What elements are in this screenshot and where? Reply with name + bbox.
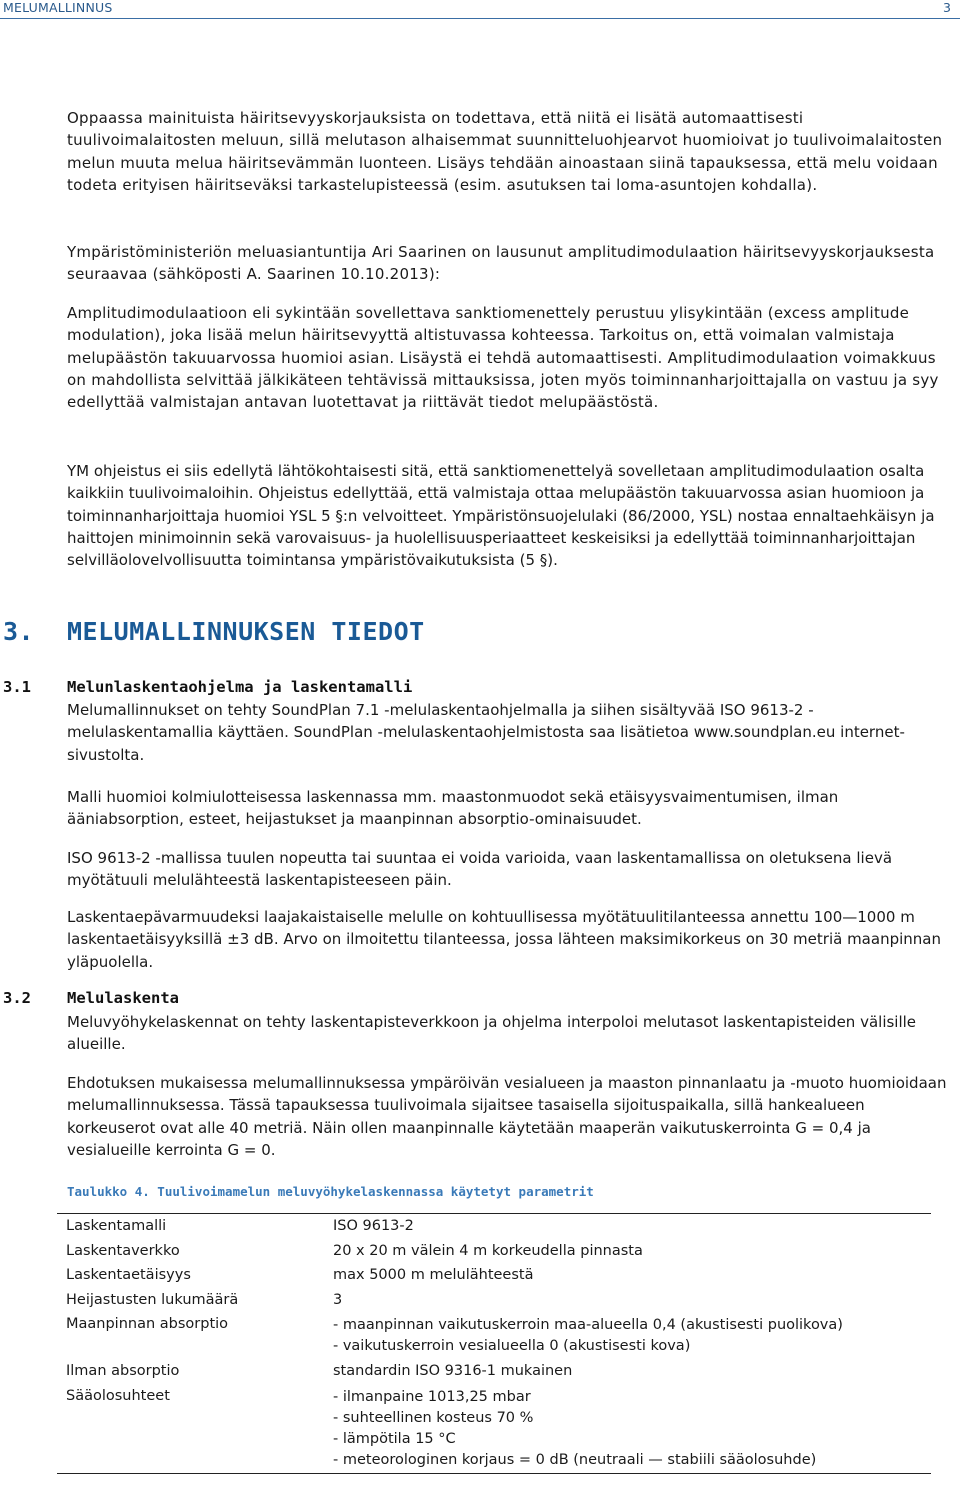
parameter-value-line: standardin ISO 9316-1 mukainen [333, 1363, 573, 1379]
section-title: Melunlaskentaohjelma ja laskentamalli [67, 678, 413, 696]
parameter-name: Heijastusten lukumäärä [66, 1291, 239, 1308]
parameter-value [324, 1239, 931, 1264]
section-number: 3.1 [3, 678, 31, 696]
parameter-name: Laskentaverkko [66, 1242, 180, 1259]
parameter-value-line: - meteorologinen korjaus = 0 dB (neutraali — stabiili sääolosuhde) [333, 1451, 817, 1468]
paragraph-7: ISO 9613-2 -mallissa tuulen nopeutta tai suuntaa ei voida varioida, vaan laskentamallissa on oletuksena lievä myötätuuli melulähteestä laskentapisteeseen päin. [67, 849, 893, 890]
parameter-value [324, 1263, 931, 1288]
paragraph-10: Ehdotuksen mukaisessa melumallinnuksessa ympäröivän vesialueen ja maaston pinnanlaatu ja -muoto huomioidaan melumallinnuksessa. Tässä tapauksessa tuulivoimala sijaitsee tasaisella sijoituspaikalla, sillä hankealueen korkeuserot ovat alle 40 metriä. Näin ollen maanpinnalle käytetään maaperän vaikutuskerrointa G = 0,4 ja vesialueille kerrointa G = 0. [67, 1074, 947, 1159]
section-3-1-heading [3, 678, 412, 696]
section-3-2-heading [3, 989, 179, 1007]
paragraph-8: Laskentaepävarmuudeksi laajakaistaiselle melulle on kohtuullisessa myötätuulitilanteessa annettu 100—1000 m laskentaetäisyyksillä ±3 dB. Arvo on ilmoitettu tilanteessa, jossa lähteen maksimikorkeus on 30 metriä maanpinnan yläpuolella. [67, 908, 941, 971]
parameter-value [324, 1384, 931, 1474]
paragraph-2: Ympäristöministeriön meluasiantuntija Ari Saarinen on lausunut amplitudimodulaation häiritsevyyskorjauksesta seuraavaa (sähköposti A. Saarinen 10.10.2013): [67, 243, 935, 284]
parameter-value [324, 1359, 931, 1384]
table-row [57, 1288, 931, 1313]
section-title: MELUMALLINNUKSEN TIEDOT [67, 617, 425, 646]
parameter-name: Sääolosuhteet [57, 1384, 324, 1474]
parameter-value-line: ISO 9613-2 [333, 1218, 414, 1234]
parameter-value [324, 1312, 931, 1359]
header-title: MELUMALLINNUS [3, 0, 113, 15]
section-3-heading [3, 617, 425, 646]
table-row [57, 1312, 931, 1359]
parameter-value-line: - suhteellinen kosteus 70 % [333, 1409, 534, 1426]
parameter-value-line: 3 [333, 1291, 343, 1308]
table-caption: Taulukko 4. Tuulivoimamelun meluvyöhykelaskennassa käytetyt parametrit [67, 1184, 594, 1199]
table-row [57, 1263, 931, 1288]
parameter-name: Laskentamalli [57, 1214, 324, 1239]
parameter-name: Ilman absorptio [66, 1363, 180, 1379]
parameter-value [324, 1288, 931, 1313]
page-header [0, 0, 960, 19]
paragraph-6: Malli huomioi kolmiulotteisessa laskennassa mm. maastonmuodot sekä etäisyysvaimentumisen, ilman ääniabsorption, esteet, heijastukset ja maanpinnan absorptio-ominaisuudet. [67, 788, 839, 829]
section-title: Melulaskenta [67, 989, 179, 1007]
table-row [57, 1239, 931, 1264]
section-number: 3.2 [3, 989, 31, 1007]
parameter-name: Maanpinnan absorptio [66, 1316, 229, 1332]
paragraph-5: Melumallinnukset on tehty SoundPlan 7.1 -melulaskentaohjelmalla ja siihen sisältyvää ISO 9613-2 -melulaskentamallia käyttäen. SoundPlan -melulaskentaohjelmistosta saa lisätietoa www.soundplan.eu internet-sivustolta. [67, 701, 905, 764]
paragraph-4: YM ohjeistus ei siis edellytä lähtökohtaisesti sitä, että sanktiomenettelyä sovelletaan amplitudimodulaation osalta kaikkiin tuulivoimaloihin. Ohjeistus edellyttää, että valmistaja ottaa melupäästön takuuarvossa asian huomioon ja toiminnanharjoittaja huomioi YSL 5 §:n velvoitteet. Ympäristönsuojelulaki (86/2000, YSL) nostaa ennaltaehkäisyn ja haittojen minimoinnin sekä varovaisuus- ja huolellisuusperiaatteet keskeisiksi ja edellyttää toiminnanharjoittajan selvilläolovelvollisuutta toimintansa ympäristövaikutuksista (5 §). [67, 462, 935, 570]
parameter-value-line: max 5000 m melulähteestä [333, 1267, 534, 1283]
section-number: 3. [3, 617, 35, 646]
paragraph-3: Amplitudimodulaatioon eli sykintään sovellettava sanktiomenettely perustuu ylisykintään (excess amplitude modulation), joka lisää melun häiritsevyyttä altistuvassa kohteessa. Tarkoitus on, että voimalan valmistaja melupäästön takuuarvossa huomioi asian. Lisäystä ei tehdä automaattisesti. Amplitudimodulaation voimakkuus on mahdollista selvittää jälkikäteen tehtävissä mittauksissa, joten myös toiminnanharjoittajalla on vastuu ja syy edellyttää valmistajan antavan luotettavat ja riittävät tiedot melupäästöstä. [67, 304, 939, 412]
paragraph-1: Oppaassa mainituista häiritsevyyskorjauksista on todettava, että niitä ei lisätä automaattisesti tuulivoimalaitosten meluun, sillä melutason alhaisemmat suunnitteluohjearvot huomioivat jo tuulivoimalaitosten melun muuta melua häiritsevämmän luonteen. Lisäys tehdään ainoastaan siinä tapauksessa, että melu voidaan todeta erityisen häiritseväksi tarkastelupisteessä (esim. asutuksen tai loma-asuntojen kohdalla). [67, 109, 943, 194]
parameter-value [324, 1214, 931, 1239]
parameter-value-line: - vaikutuskerroin vesialueella 0 (akustisesti kova) [333, 1338, 691, 1354]
table-row [57, 1214, 931, 1239]
table-row [57, 1359, 931, 1384]
parameters-table [57, 1213, 931, 1474]
parameter-value-line: - maanpinnan vaikutuskerroin maa-alueella 0,4 (akustisesti puolikova) [333, 1317, 843, 1333]
table-row [57, 1384, 931, 1474]
parameter-value-line: 20 x 20 m välein 4 m korkeudella pinnasta [333, 1242, 643, 1259]
paragraph-9: Meluvyöhykelaskennat on tehty laskentapisteverkkoon ja ohjelma interpoloi melutasot laskentapisteiden välisille alueille. [67, 1013, 917, 1054]
parameter-value-line: - lämpötila 15 °C [333, 1430, 456, 1447]
parameter-value-line: - ilmanpaine 1013,25 mbar [333, 1388, 531, 1405]
parameter-name: Laskentaetäisyys [66, 1267, 191, 1283]
page-number: 3 [943, 0, 951, 15]
